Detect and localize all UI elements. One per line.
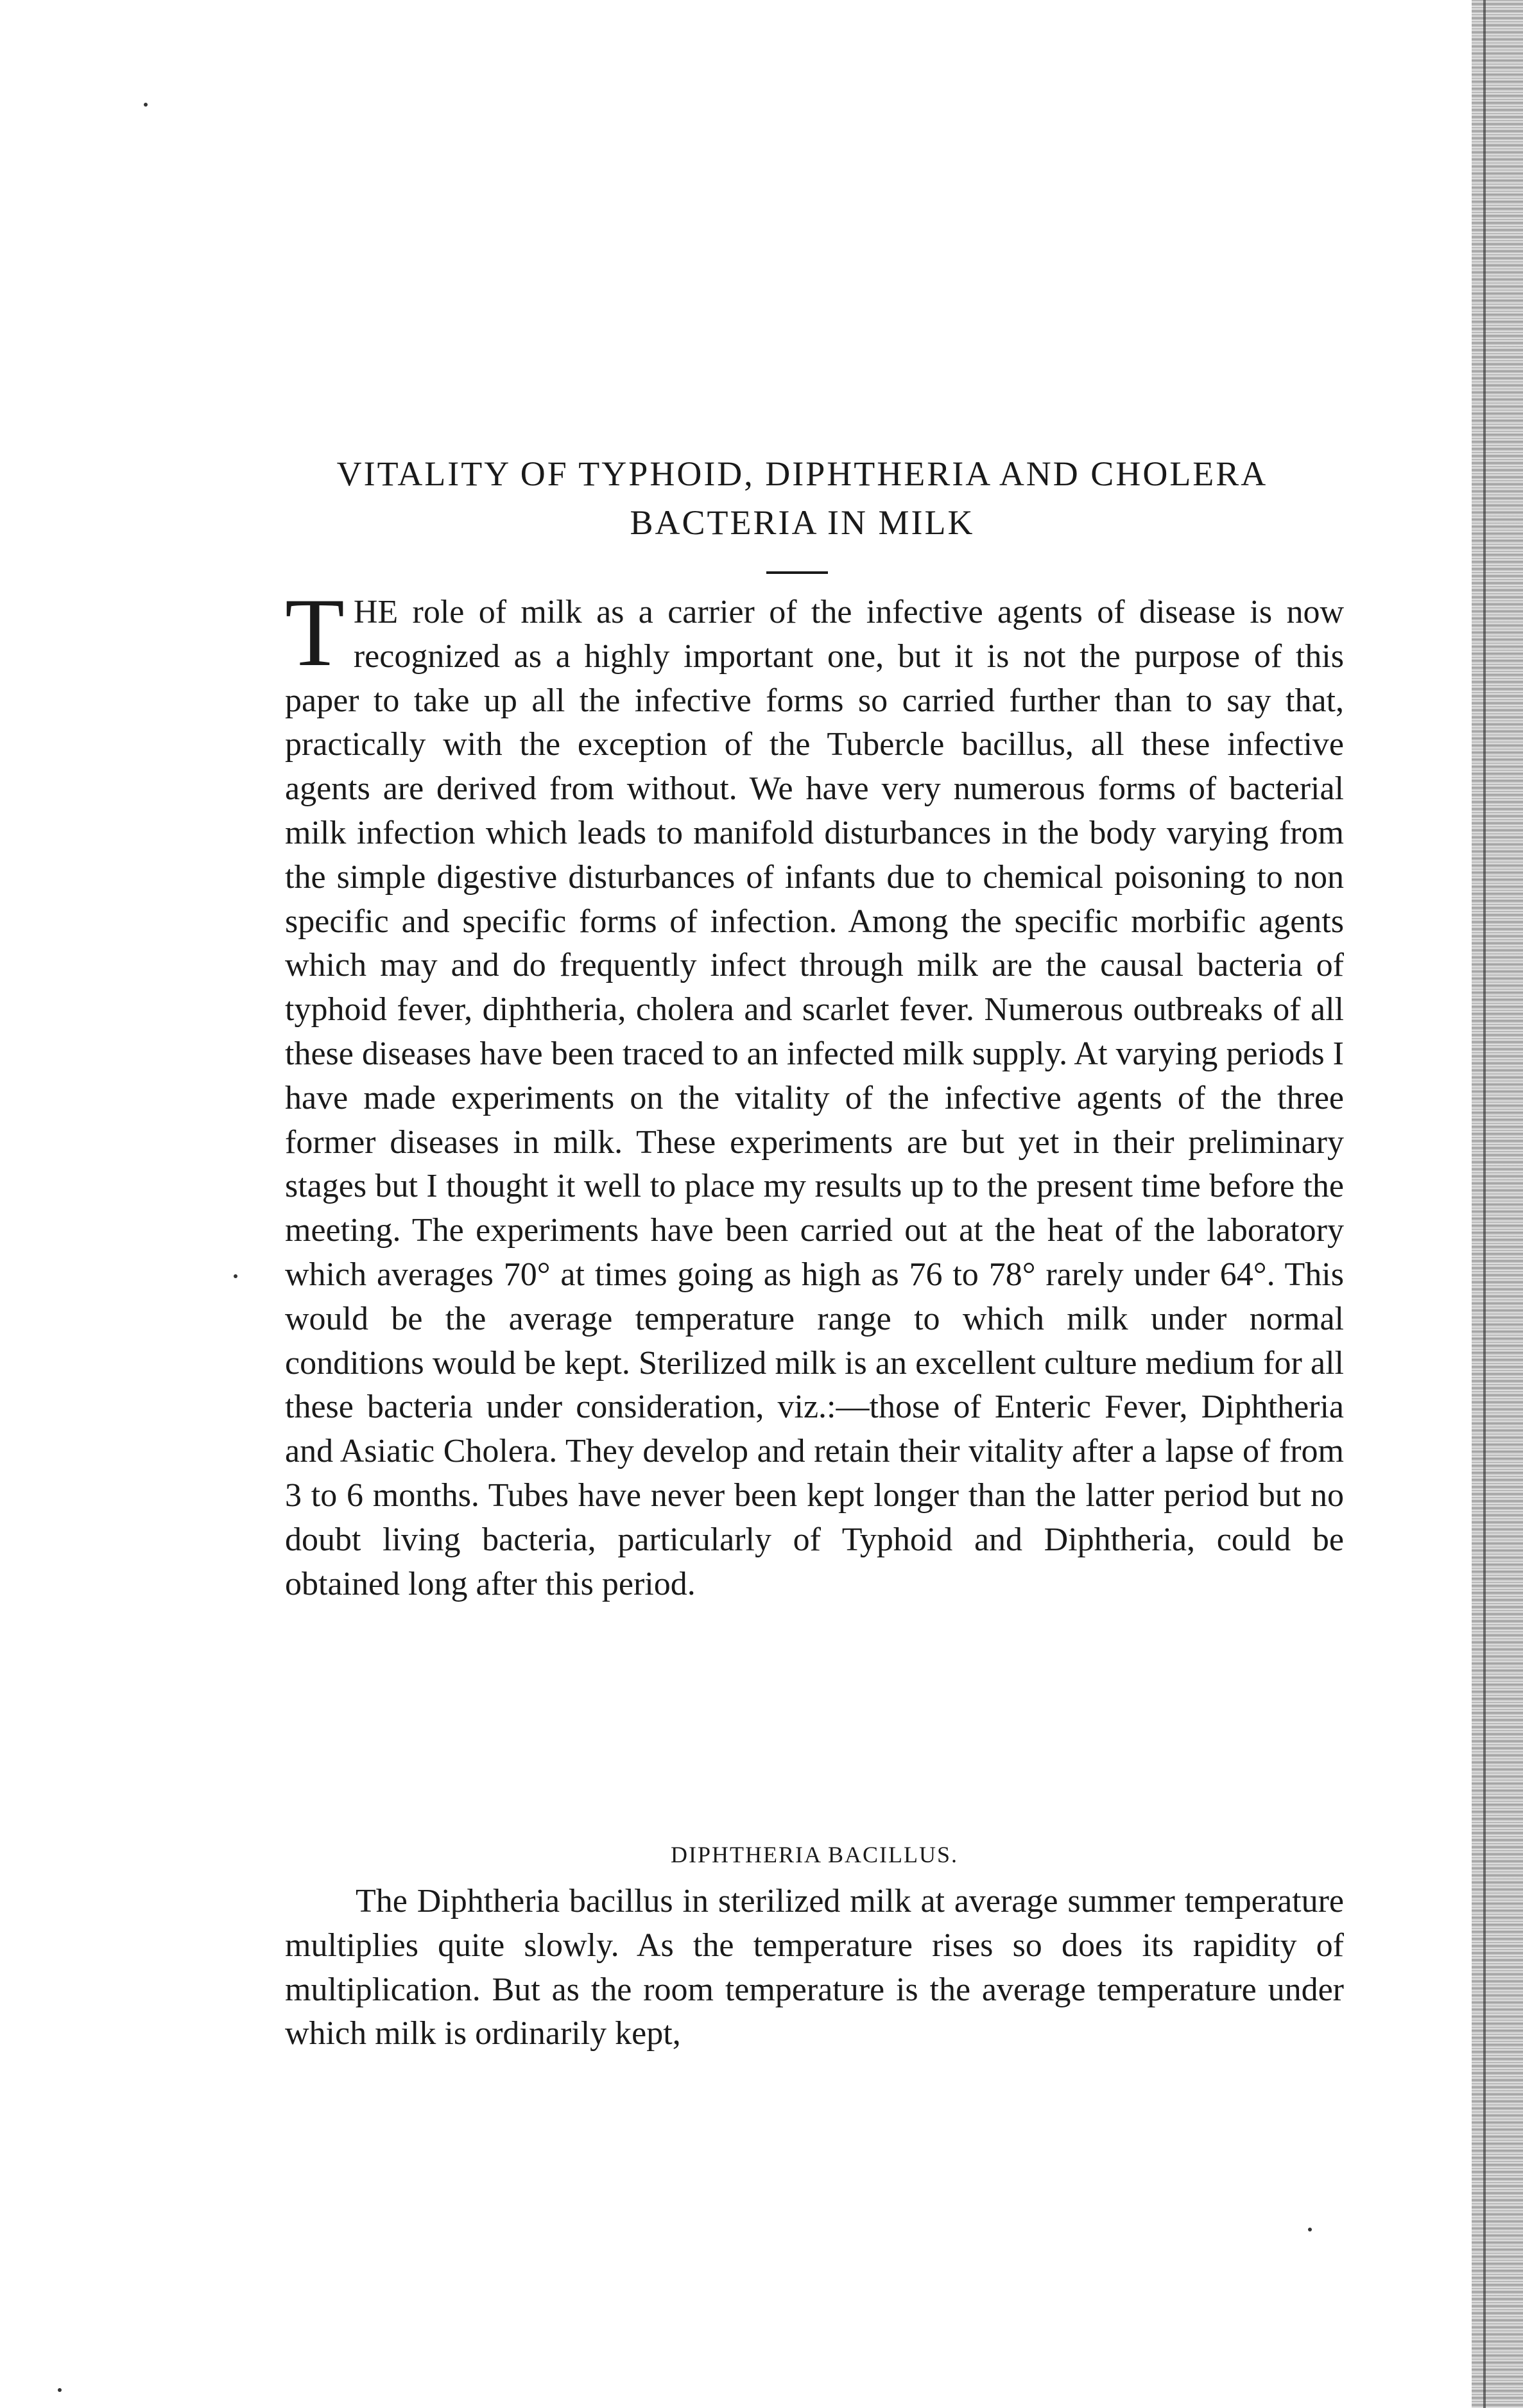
scan-speck (58, 2388, 62, 2392)
drop-cap: T (285, 578, 345, 686)
scan-speck (1308, 2228, 1312, 2231)
paragraph-1-text: HE role of milk as a carrier of the infective agents of disease is now recognized as a highly important one, but it is not the purpose of this paper to take up all the infective forms so carried further than to say that, practically with the exception of the Tubercle bacillus, all these infective agents are derived from without. We have very numerous forms of bacterial milk infection which leads to manifold disturbances in the body varying from the simple digestive disturbances of infants due to chemical poisoning to non specific and specific forms of infection. Among the specific morbific agents which may and do frequently infect through milk are the causal bacteria of typhoid fever, diphtheria, cholera and scarlet fever. Numerous outbreaks of all these diseases have been traced to an infected milk supply. At varying periods I have made experiments on the vitality of the infective agents of the three former diseases in milk. These experiments are but yet in their preliminary stages but I thought it well to place my results up to the present time before the meeting. The experiments have been carried out at the heat of the laboratory which averages 70° at times going as high as 76 to 78° rarely under 64°. This would be the average temperature range to which milk under normal conditions would be kept. Sterilized milk is an excellent culture medium for all these bacteria under consideration, viz.:—those of Enteric Fever, Diphtheria and Asiatic Cholera. They develop and retain their vitality after a lapse of from 3 to 6 months. Tubes have never been kept longer than the latter period but no doubt living bacteria, particularly of Typhoid and Diphtheria, could be obtained long after this period. (285, 594, 1344, 1602)
page-edge-line (1483, 0, 1486, 2408)
scan-speck (144, 103, 148, 107)
paragraph-1 (285, 578, 1344, 1606)
section-heading: DIPHTHERIA BACILLUS. (670, 1842, 958, 1867)
title-rule (766, 571, 828, 574)
page-edge-shadow (1472, 0, 1523, 2408)
paragraph-2: The Diphtheria bacillus in sterilized milk at average summer temperature multiplies quite slowly. As the temperature rises so does its rapidity of multiplication. But as the room temperature is the average temperature under which milk is ordinarily kept, (285, 1883, 1344, 2052)
article-title: VITALITY OF TYPHOID, DIPHTHERIA AND CHOLERA BACTERIA IN MILK (336, 455, 1268, 542)
scan-speck (234, 1274, 237, 1278)
